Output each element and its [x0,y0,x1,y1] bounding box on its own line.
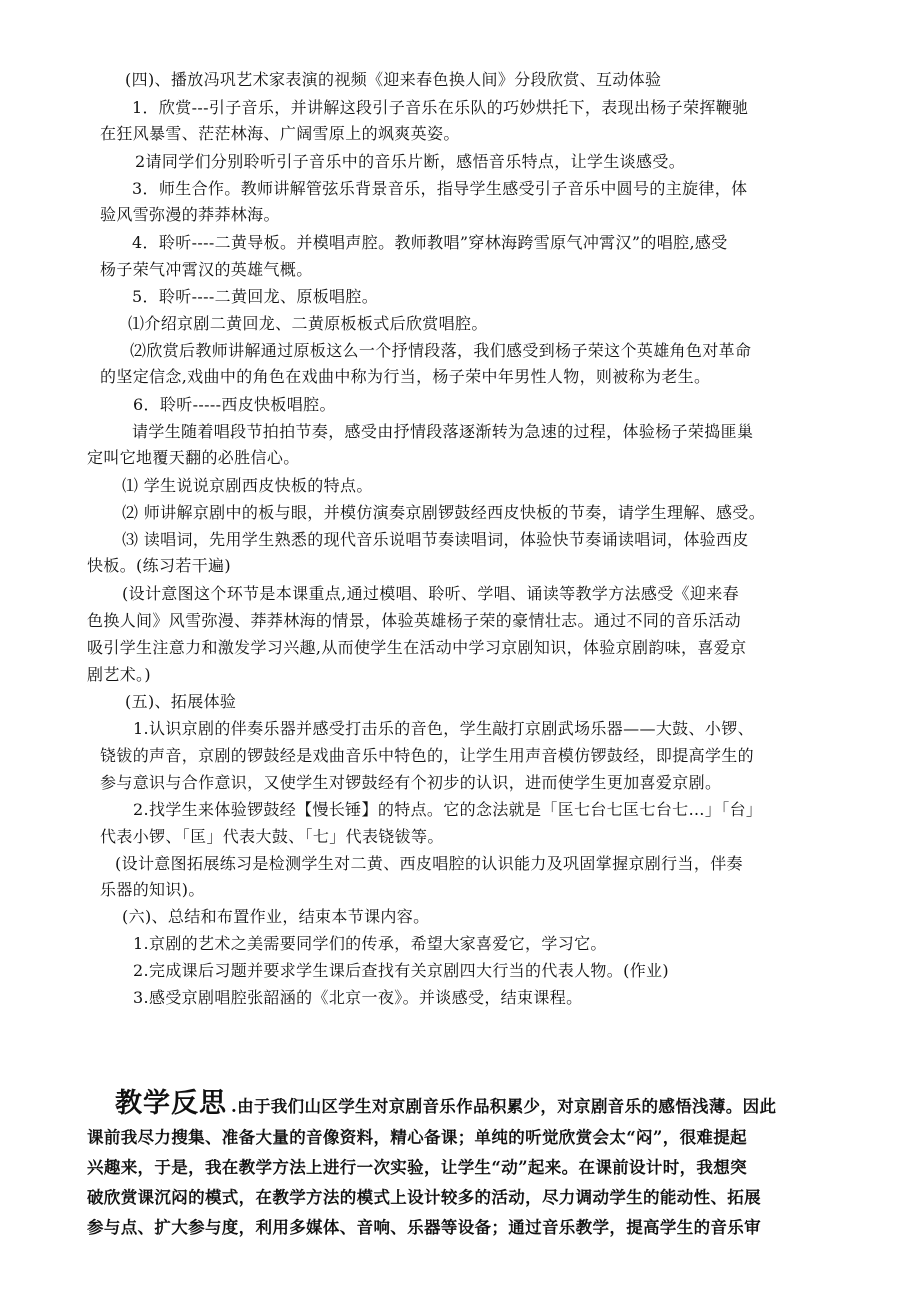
section4-item6-text-line1: 请学生随着唱段节拍拍节奏，感受由抒情段落逐渐转为急速的过程，体验杨子荣捣匪巢 [132,422,754,441]
section4-item5-sub2-line2: 的坚定信念,戏曲中的角色在戏曲中称为行当，杨子荣中年男性人物，则被称为老生。 [100,367,711,386]
section4-item4-line2: 杨子荣气冲霄汉的英雄气概。 [100,260,313,279]
section5-item2-line2: 代表小锣、「匡」代表大鼓、「七」代表铙钹等。 [100,827,444,846]
section5-item1-line1: 1.认识京剧的伴奏乐器并感受打击乐的音色，学生敲打京剧武场乐器——大鼓、小锣、 [133,719,754,738]
section4-item5-sub1: ⑴介绍京剧二黄回龙、二黄原板板式后欣赏唱腔。 [128,314,488,333]
section4-item5-sub2-line1: ⑵欣赏后教师讲解通过原板这么一个抒情段落，我们感受到杨子荣这个英雄角色对革命 [130,341,752,360]
section6-item3: 3.感受京剧唱腔张韶涵的《北京一夜》。并谈感受，结束课程。 [133,988,583,1007]
section4-design-line4: 剧艺术。) [87,665,151,684]
section4-design-line2: 色换人间》风雪弥漫、莽莽林海的情景，体验英雄杨子荣的豪情壮志。通过不同的音乐活动 [87,611,742,630]
section5-heading: (五)、拓展体验 [125,692,237,711]
section4-design-line3: 吸引学生注意力和激发学习兴趣,从而使学生在活动中学习京剧知识，体验京剧韵味，喜爱京 [87,638,747,657]
section5-item2-line1: 2.找学生来体验锣鼓经【慢长锤】的特点。它的念法就是「匡七台七匡七台七…」「台」 [133,800,763,819]
section4-item5: 5．聆听----二黄回龙、原板唱腔。 [132,287,379,306]
section4-item6: 6．聆听-----西皮快板唱腔。 [133,395,336,414]
section4-heading: (四)、播放冯巩艺术家表演的视频《迎来春色换人间》分段欣赏、互动体验 [125,70,662,89]
section4-item6-text-line2: 定叫它地覆天翻的必胜信心。 [87,448,300,467]
section4-item1-line2: 在狂风暴雪、茫茫林海、广阔雪原上的飒爽英姿。 [100,124,460,143]
section4-item2: 2请同学们分别聆听引子音乐中的音乐片断，感悟音乐特点，让学生谈感受。 [135,152,686,171]
section4-item6-sub1: ⑴ 学生说说京剧西皮快板的特点。 [122,476,373,495]
section4-item6-sub3-line1: ⑶ 读唱词，先用学生熟悉的现代音乐说唱节奏读唱词，体验快节奏诵读唱词，体验西皮 [122,530,749,549]
section4-item3-line1: 3．师生合作。教师讲解管弦乐背景音乐，指导学生感受引子音乐中圆号的主旋律，体 [132,179,748,198]
section4-item1-line1: 1．欣赏---引子音乐，并讲解这段引子音乐在乐队的巧妙烘托下，表现出杨子荣挥鞭驰 [132,98,749,117]
section5-design-line2: 乐器的知识)。 [100,880,205,899]
section4-design-line1: (设计意图这个环节是本课重点,通过模唱、聆听、学唱、诵读等教学方法感受《迎来春 [122,584,739,603]
reflection-line2: 课前我尽力搜集、准备大量的音像资料，精心备课；单纯的听觉欣赏会太“闷”，很难提起 [87,1128,747,1147]
reflection-line4: 破欣赏课沉闷的模式，在教学方法的模式上设计较多的活动，尽力调动学生的能动性、拓展 [87,1188,761,1207]
section5-design-line1: (设计意图拓展练习是检测学生对二黄、西皮唱腔的认识能力及巩固掌握京剧行当，伴奏 [115,854,743,873]
reflection-line3: 兴趣来，于是，我在教学方法上进行一次实验，让学生“动”起来。在课前设计时，我想突 [87,1158,747,1177]
reflection-heading: 教学反思 [115,1088,227,1119]
section6-heading: (六)、总结和布置作业，结束本节课内容。 [122,907,430,926]
section4-item6-sub3-line2: 快板。(练习若干遍) [87,556,231,575]
section6-item1: 1.京剧的艺术之美需要同学们的传承，希望大家喜爱它，学习它。 [133,934,607,953]
section6-item2: 2.完成课后习题并要求学生课后查找有关京剧四大行当的代表人物。(作业) [133,961,670,980]
reflection-line1: .由于我们山区学生对京剧音乐作品积累少，对京剧音乐的感悟浅薄。因此 [231,1097,777,1116]
section5-item1-line2: 铙钹的声音，京剧的锣鼓经是戏曲音乐中特色的，让学生用声音模仿锣鼓经，即提高学生的 [100,746,755,765]
section4-item6-sub2: ⑵ 师讲解京剧中的板与眼，并模仿演奏京剧锣鼓经西皮快板的节奏，请学生理解、感受。 [122,503,766,522]
reflection-line5: 参与点、扩大参与度，利用多媒体、音响、乐器等设备；通过音乐教学，提高学生的音乐审 [87,1218,761,1237]
section4-item3-line2: 验风雪弥漫的莽莽林海。 [100,205,280,224]
section4-item4-line1: 4．聆听----二黄导板。并模唱声腔。教师教唱”穿林海跨雪原气冲霄汉”的唱腔,感受 [132,233,728,252]
section5-item1-line3: 参与意识与合作意识，又使学生对锣鼓经有个初步的认识，进而使学生更加喜爱京剧。 [100,773,722,792]
reflection-line1-row [115,1088,905,1123]
